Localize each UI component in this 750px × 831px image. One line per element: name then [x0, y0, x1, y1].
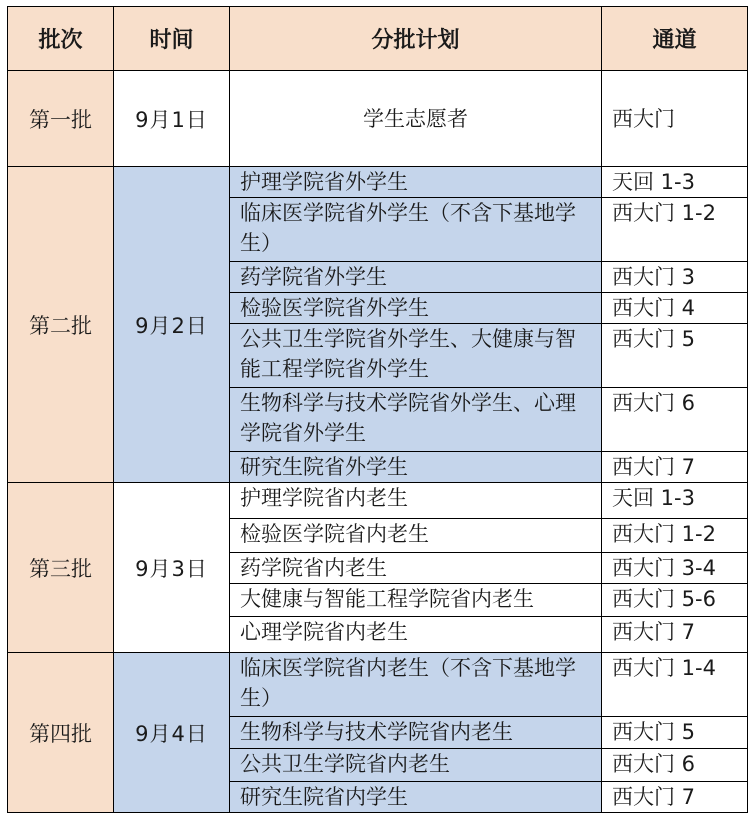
header-channel: 通道	[602, 7, 748, 71]
channel-cell: 西大门	[602, 71, 748, 167]
channel-cell: 西大门 6	[602, 749, 748, 782]
plan-cell: 生物科学与技术学院省外学生、心理学院省外学生	[230, 388, 602, 452]
channel-cell: 西大门 5	[602, 717, 748, 749]
channel-cell: 西大门 3-4	[602, 553, 748, 584]
plan-cell: 护理学院省外学生	[230, 167, 602, 198]
plan-cell: 检验医学院省内老生	[230, 519, 602, 553]
channel-cell: 天回 1-3	[602, 483, 748, 519]
plan-cell: 心理学院省内老生	[230, 617, 602, 653]
channel-cell: 西大门 5	[602, 324, 748, 388]
plan-cell: 临床医学院省外学生（不含下基地学生）	[230, 198, 602, 262]
channel-cell: 天回 1-3	[602, 167, 748, 198]
plan-cell: 生物科学与技术学院省内老生	[230, 717, 602, 749]
table-row	[8, 653, 748, 717]
plan-cell: 公共卫生学院省外学生、大健康与智能工程学院省外学生	[230, 324, 602, 388]
batch-cell: 第二批	[8, 167, 114, 483]
channel-cell: 西大门 3	[602, 262, 748, 293]
channel-cell: 西大门 1-2	[602, 519, 748, 553]
plan-cell: 护理学院省内老生	[230, 483, 602, 519]
plan-cell: 检验医学院省外学生	[230, 293, 602, 324]
date-cell: 9月3日	[114, 483, 230, 653]
channel-cell: 西大门 5-6	[602, 584, 748, 617]
plan-cell: 药学院省外学生	[230, 262, 602, 293]
channel-cell: 西大门 1-2	[602, 198, 748, 262]
header-row	[8, 7, 748, 71]
channel-cell: 西大门 7	[602, 617, 748, 653]
schedule-table	[7, 6, 748, 813]
channel-cell: 西大门 1-4	[602, 653, 748, 717]
plan-cell: 研究生院省内学生	[230, 782, 602, 813]
header-date: 时间	[114, 7, 230, 71]
channel-cell: 西大门 7	[602, 452, 748, 483]
batch-cell: 第三批	[8, 483, 114, 653]
plan-cell: 大健康与智能工程学院省内老生	[230, 584, 602, 617]
plan-cell: 研究生院省外学生	[230, 452, 602, 483]
plan-cell: 学生志愿者	[230, 71, 602, 167]
channel-cell: 西大门 4	[602, 293, 748, 324]
header-plan: 分批计划	[230, 7, 602, 71]
plan-cell: 临床医学院省内老生（不含下基地学生）	[230, 653, 602, 717]
table-row	[8, 167, 748, 198]
plan-cell: 公共卫生学院省内老生	[230, 749, 602, 782]
table-body	[8, 71, 748, 813]
batch-cell: 第一批	[8, 71, 114, 167]
table-row	[8, 483, 748, 519]
batch-cell: 第四批	[8, 653, 114, 813]
header-batch: 批次	[8, 7, 114, 71]
plan-cell: 药学院省内老生	[230, 553, 602, 584]
table-row	[8, 71, 748, 167]
date-cell: 9月2日	[114, 167, 230, 483]
date-cell: 9月4日	[114, 653, 230, 813]
channel-cell: 西大门 7	[602, 782, 748, 813]
channel-cell: 西大门 6	[602, 388, 748, 452]
date-cell: 9月1日	[114, 71, 230, 167]
